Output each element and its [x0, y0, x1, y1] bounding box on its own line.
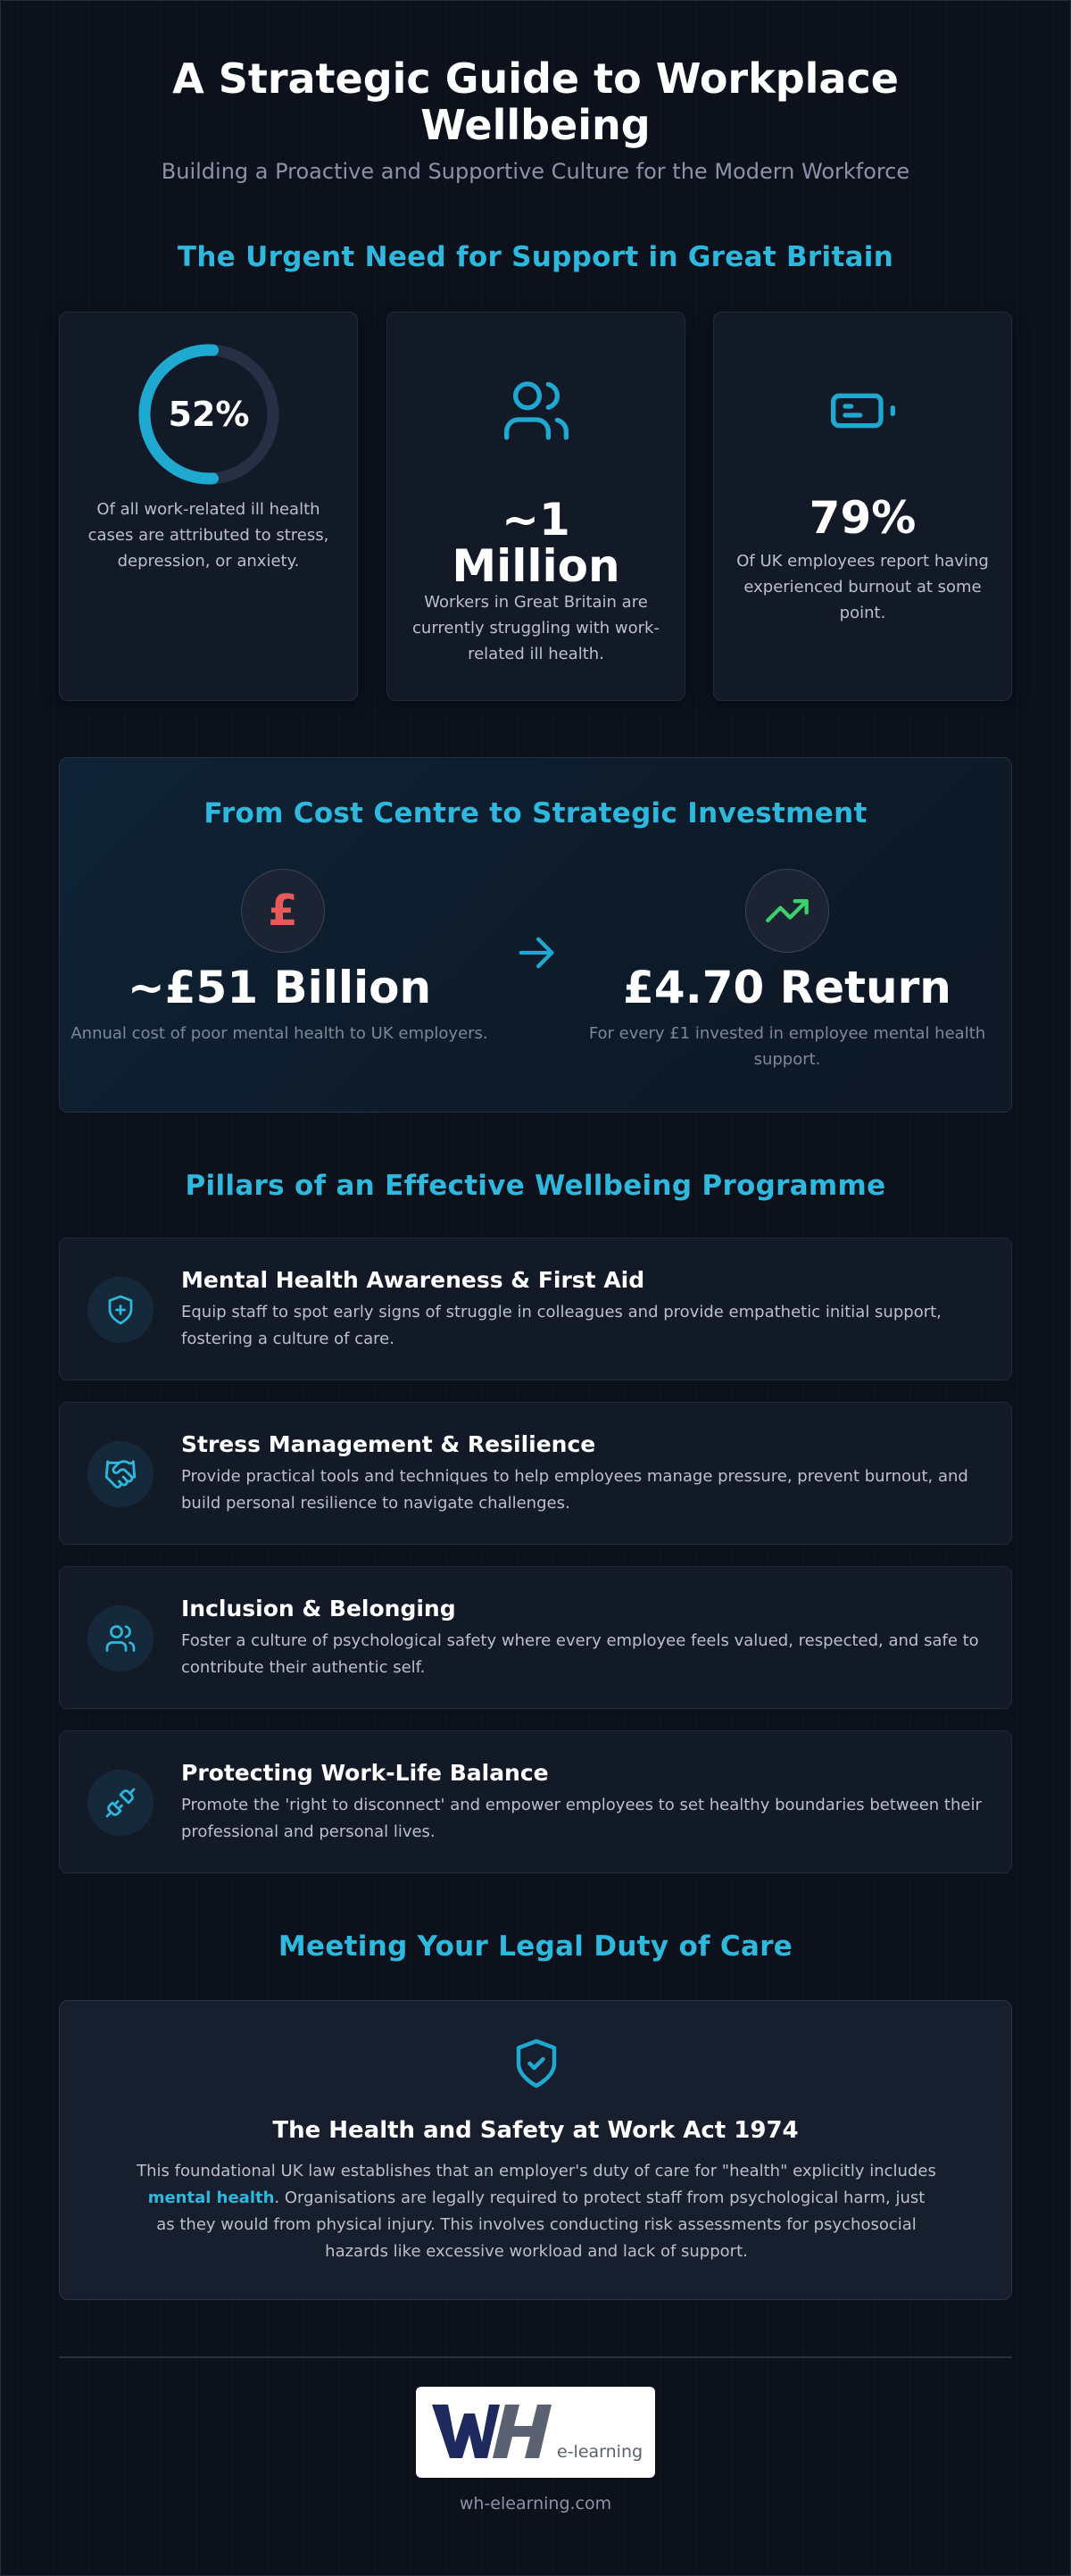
page-title-line-2: Wellbeing [420, 101, 651, 149]
stat-card-79-percent [713, 312, 1012, 701]
urgent-section-title: The Urgent Need for Support in Great Britain [177, 241, 894, 273]
legal-body-line-4: hazards like excessive workload and lack of support. [325, 2242, 748, 2261]
legal-card [59, 2000, 1012, 2300]
pillar-description-line-2: professional and personal lives. [181, 1822, 436, 1841]
investment-panel [59, 757, 1012, 1113]
legal-card-body [131, 2158, 942, 2265]
stat-value: 79% [809, 492, 917, 544]
pillar-title: Mental Health Awareness & First Aid [181, 1267, 645, 1293]
pillars-section-title: Pillars of an Effective Wellbeing Programme [185, 1170, 886, 1202]
pillar-description-line-2: contribute their authentic self. [181, 1658, 426, 1677]
stat-value-line-2: Million [452, 540, 620, 592]
cost-description: Annual cost of poor mental health to UK employers. [71, 1024, 488, 1043]
page-subtitle: Building a Proactive and Supportive Culture for the Modern Workforce [161, 159, 910, 184]
investment-section-title: From Cost Centre to Strategic Investment [203, 797, 868, 829]
mental-health-highlight: mental health [147, 2188, 275, 2207]
return-description: For every £1 invested in employee mental health support. [588, 1024, 986, 1069]
pillar-card-mental-health [59, 1238, 1012, 1380]
pillar-description-line-2: build personal resilience to navigate challenges. [181, 1494, 570, 1513]
stat-value: 52% [168, 395, 250, 434]
page-title [59, 55, 1012, 148]
legal-body-line-2 [131, 2185, 942, 2212]
legal-body-line-3: as they would from physical injury. This involves conducting risk assessments for psychosocial [156, 2215, 917, 2234]
pillar-description [181, 1299, 984, 1353]
pillar-description-line-1: Equip staff to spot early signs of struggle in colleagues and provide empathetic initial support, [181, 1303, 942, 1321]
stat-description: Workers in Great Britain are currently struggling with work-related ill health. [412, 593, 660, 663]
unplug-icon [87, 1770, 154, 1836]
shield-plus-icon [87, 1277, 154, 1343]
pound-icon: £ [241, 869, 325, 953]
stat-card-1-million [386, 312, 685, 701]
pillar-title: Inclusion & Belonging [181, 1596, 456, 1621]
legal-card-title: The Health and Safety at Work Act 1974 [272, 2117, 799, 2144]
pillar-description [181, 1463, 984, 1517]
logo-text: e-learning [557, 2442, 643, 2462]
pillar-card-work-life [59, 1730, 1012, 1873]
pillar-description-line-2: fostering a culture of care. [181, 1330, 394, 1348]
pillar-title: Protecting Work-Life Balance [181, 1760, 549, 1786]
legal-section-title: Meeting Your Legal Duty of Care [278, 1930, 793, 1963]
pillar-card-inclusion [59, 1566, 1012, 1709]
company-logo[interactable] [416, 2387, 655, 2478]
battery-low-icon [827, 375, 899, 446]
stat-description: Of UK employees report having experienced burnout at some point. [736, 552, 989, 622]
handshake-icon [87, 1441, 154, 1507]
pillar-card-stress [59, 1402, 1012, 1545]
pillar-description-line-1: Provide practical tools and techniques to help employees manage pressure, prevent burnout, and [181, 1467, 968, 1486]
page-title-line-1: A Strategic Guide to Workplace [172, 54, 899, 103]
site-url[interactable]: wh-elearning.com [459, 2494, 612, 2513]
pillar-description-line-1: Foster a culture of psychological safety where every employee feels valued, respected, and safe to [181, 1631, 979, 1650]
return-value: £4.70 Return [623, 962, 951, 1013]
legal-body-line-2-rest: . Organisations are legally required to protect staff from psychological harm, just [274, 2188, 926, 2207]
users-icon [87, 1605, 154, 1671]
pillar-description [181, 1792, 984, 1846]
footer-divider [59, 2356, 1012, 2358]
stat-description: Of all work-related ill health cases are attributed to stress, depression, or anxiety. [87, 500, 329, 571]
wh-logo-mark [428, 2399, 571, 2463]
pillar-description [181, 1628, 984, 1681]
pillar-title: Stress Management & Resilience [181, 1431, 596, 1457]
stat-value-line-1: ~1 [502, 494, 570, 546]
stat-value [387, 494, 685, 592]
trending-up-icon [745, 869, 829, 953]
legal-body-line-1: This foundational UK law establishes that an employer's duty of care for "health" explicitly includes [137, 2162, 936, 2180]
arrow-right-icon [513, 930, 560, 976]
cost-value: ~£51 Billion [127, 962, 432, 1013]
stat-card-52-percent [59, 312, 358, 701]
pillar-description-line-1: Promote the 'right to disconnect' and empower employees to set healthy boundaries between their [181, 1796, 982, 1814]
shield-check-icon [510, 2037, 563, 2090]
users-icon [501, 375, 572, 446]
